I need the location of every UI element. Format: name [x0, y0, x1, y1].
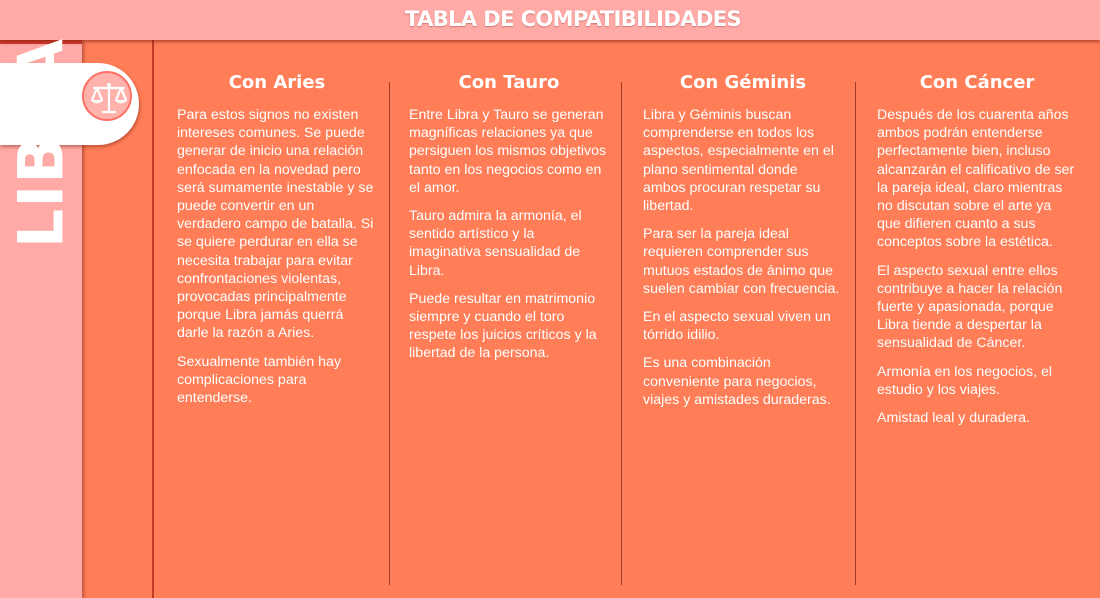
column-paragraph: El aspecto sexual entre ellos contribuye a hacer la relación fuerte y apasionada, porque Libra tiende a despertar la sensualidad de Cáncer.	[877, 262, 1063, 352]
column-paragraph: Para estos signos no existen intereses comunes. Se puede generar de inicio una relación enfocada en la novedad pero será sumamente inestable y se puede convertir en un verdadero campo de batalla. Si se quiere perdurar en ella se necesita trabajar para evitar confrontaciones violentas, provocadas principalmente porque Libra jamás querrá darle la razón a Aries.	[177, 107, 374, 342]
page-title: TABLA DE COMPATIBILIDADES	[405, 7, 741, 31]
column-paragraph: Entre Libra y Tauro se generan magníficas relaciones ya que persiguen los mismos objetivos tanto en los negocios como en el amor.	[409, 107, 607, 196]
column-paragraph: En el aspecto sexual viven un tórrido idilio.	[643, 309, 831, 344]
column-paragraph: Para ser la pareja ideal requieren comprender sus mutuos estados de ánimo que suelen cambiar con frecuencia.	[643, 226, 840, 297]
header-bar	[0, 0, 1100, 40]
column-paragraph: Tauro admira la armonía, el sentido artístico y la imaginativa sensualidad de Libra.	[409, 208, 582, 279]
column-paragraph: Después de los cuarenta años ambos podrán entenderse perfectamente bien, incluso alcanzarán el calificativo de ser la pareja ideal, claro mientras no discutan sobre el arte ya que difieren cuanto a sus conceptos sobre la estética.	[877, 107, 1075, 251]
column-separator	[621, 82, 622, 585]
column-title: Con Aries	[228, 72, 326, 93]
column-title: Con Tauro	[458, 72, 560, 93]
sidebar-divider	[152, 40, 154, 598]
column-title: Con Cáncer	[919, 72, 1035, 93]
compat-column-aries	[177, 72, 377, 417]
column-paragraph: Armonía en los negocios, el estudio y los viajes.	[877, 363, 1053, 398]
column-paragraph: Libra y Géminis buscan comprenderse en todos los aspectos, especialmente en el plano sentimental donde ambos procuran respetar su libertad.	[643, 107, 834, 215]
sign-name: LIBRA	[4, 37, 78, 249]
column-separator	[855, 82, 856, 585]
column-paragraph: Puede resultar en matrimonio siempre y cuando el toro respete los juicios críticos y la libertad de la persona.	[409, 290, 597, 362]
compat-column-cancer	[877, 72, 1077, 437]
compat-column-tauro	[409, 72, 609, 373]
column-paragraph: Sexualmente también hay complicaciones para entenderse.	[177, 353, 342, 407]
column-title: Con Géminis	[679, 72, 807, 93]
column-paragraph: Es una combinación conveniente para negocios, viajes y amistades duraderas.	[643, 355, 831, 408]
column-paragraph: Amistad leal y duradera.	[877, 410, 1030, 427]
compat-column-geminis	[643, 72, 843, 419]
libra-scales-icon	[82, 71, 132, 121]
column-separator	[389, 82, 390, 585]
